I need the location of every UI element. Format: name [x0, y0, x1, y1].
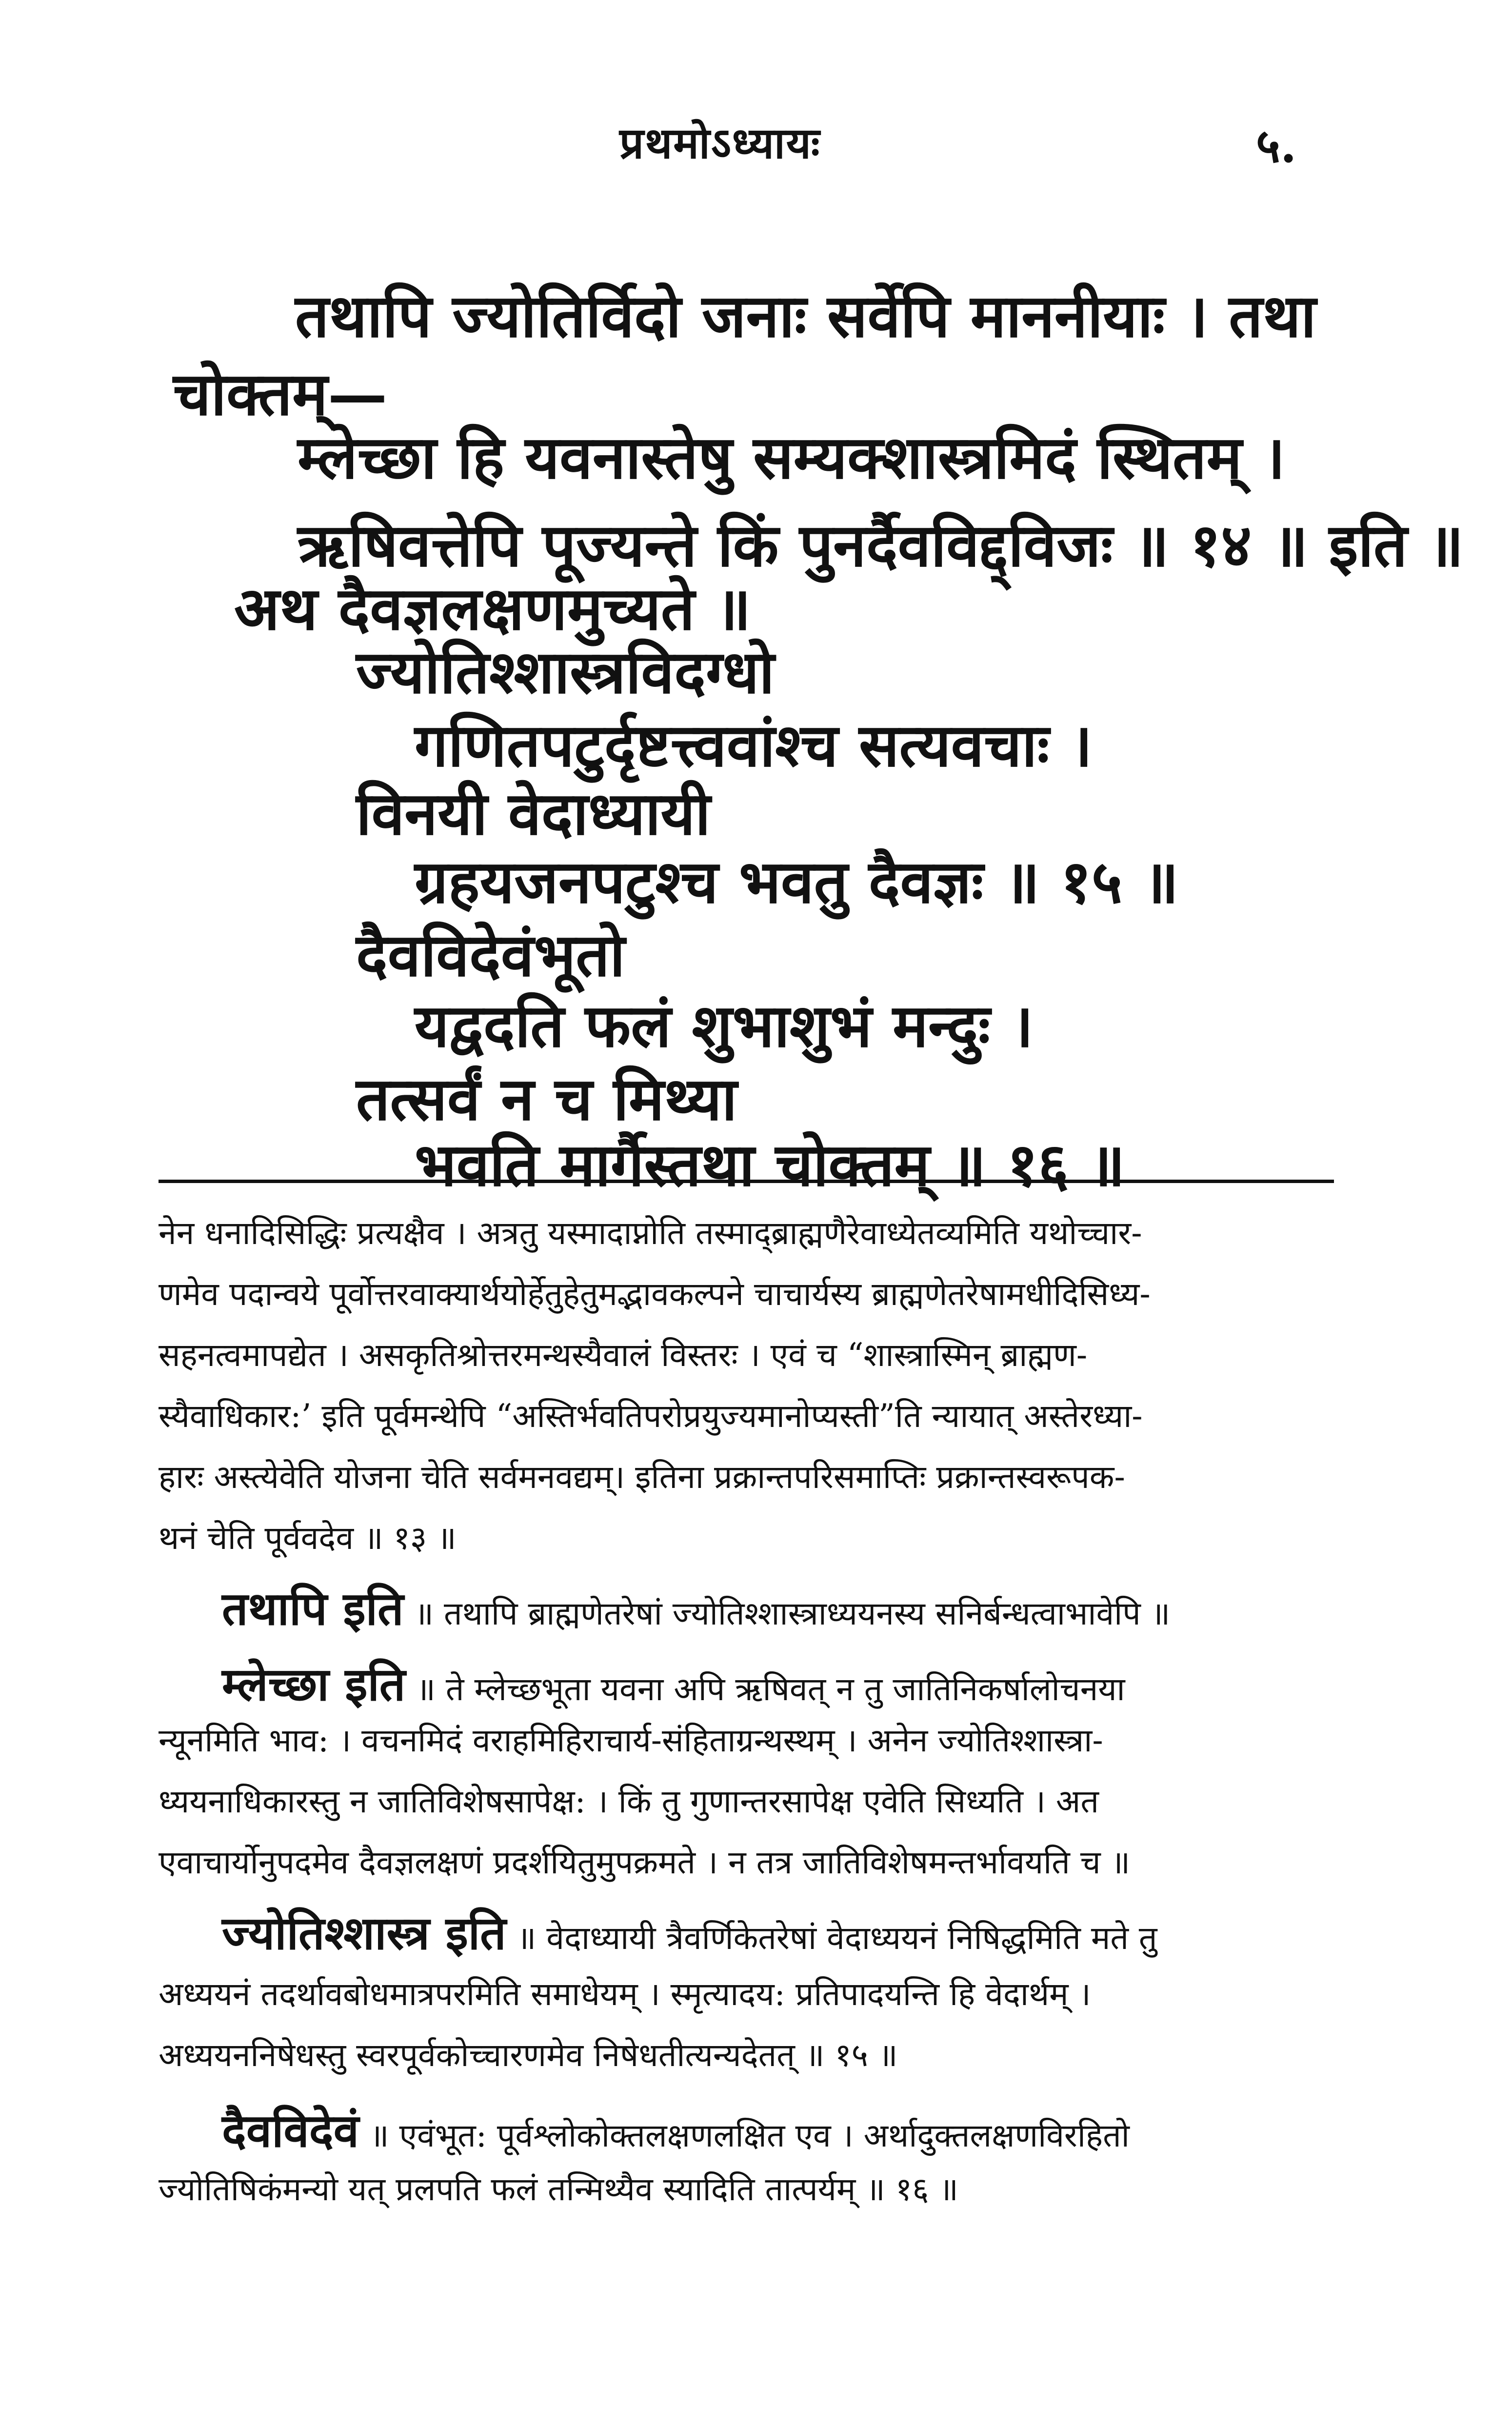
verse-line: गणितपटुर्दृष्टत्त्ववांश्च सत्यवचाः ।: [415, 710, 1093, 780]
commentary-line: [159, 1454, 1125, 1498]
commentary-text: सहनत्वमापद्येत । असकृतिश्रोत्तरमन्थस्यैवालं विस्तरः । एवं च “शास्त्रास्मिन् ब्राह्मण-: [159, 1336, 1088, 1374]
commentary-line: [159, 2166, 958, 2210]
commentary-line: [222, 2098, 1130, 2160]
commentary-text: ज्योतिषिकंमन्यो यत् प्रलपति फलं तन्मिथ्यैव स्यादिति तात्पर्यम् ॥ १६ ॥: [159, 2170, 958, 2208]
text-line: तथापि ज्योतिर्विदो जनाः सर्वेपि माननीयाः । तथा: [295, 281, 1316, 351]
commentary-lemma: तथापि इति: [222, 1582, 404, 1636]
commentary-line: [222, 1651, 1125, 1714]
commentary-text: ॥ ते म्लेच्छभूता यवना अपि ऋषिवत् न तु जातिनिकर्षालोचनया: [416, 1670, 1125, 1708]
commentary-line: [222, 1576, 1170, 1638]
commentary-text: ध्ययनाधिकारस्तु न जातिविशेषसापेक्ष: । किं तु गुणान्तरसापेक्ष एवेति सिध्यति । अत: [159, 1783, 1099, 1820]
commentary-line: [159, 1778, 1099, 1822]
page-header: [0, 112, 1512, 176]
verse-line: भवति मार्गैस्तथा चोक्तम् ॥ १६ ॥: [415, 1129, 1125, 1200]
commentary-line: [159, 1515, 457, 1559]
commentary-lemma: दैवविदेवं: [222, 2104, 359, 2158]
verse-line: म्लेच्छा हि यवनास्तेषु सम्यक्शास्त्रमिदं स्थितम् ।: [298, 422, 1286, 492]
commentary-text: न्यूनमिति भाव: । वचनमिदं वराहमिहिराचार्य-संहिताग्रन्थस्थम् । अनेन ज्योतिश्शास्त्रा-: [159, 1722, 1103, 1759]
page-number: ५.: [1256, 118, 1297, 173]
commentary-text: अध्ययनं तदर्थावबोधमात्रपरमिति समाधेयम् । स्मृत्यादय: प्रतिपादयन्ति हि वेदार्थम् ।: [159, 1975, 1091, 2013]
commentary-text: अध्ययननिषेधस्तु स्वरपूर्वकोच्चारणमेव निषेधतीत्यन्यदेतत् ॥ १५ ॥: [159, 2036, 898, 2074]
footnote-divider: [159, 1180, 1334, 1183]
commentary-line: [159, 1717, 1103, 1761]
commentary-text: स्यैवाधिकार:’ इति पूर्वमन्थेपि “अस्तिर्भवतिपरोप्रयुज्यमानोप्यस्ती”ति न्यायात् अस्तेरध्या-: [159, 1397, 1143, 1435]
commentary-lemma: ज्योतिश्शास्त्र इति: [222, 1907, 506, 1960]
verse-line: विनयी वेदाध्यायी: [356, 778, 711, 848]
commentary-text: हारः अस्त्येवेति योजना चेति सर्वमनवद्यम्। इतिना प्रक्रान्तपरिसमाप्तिः प्रक्रान्तस्वरूपक-: [159, 1458, 1125, 1496]
commentary-text: नेन धनादिसिद्धिः प्रत्यक्षैव । अत्रतु यस्मादाप्नोति तस्माद्ब्राह्मणैरेवाध्येतव्यमिति यथोच्चार-: [159, 1214, 1142, 1252]
commentary-text: एवाचार्योनुपदमेव दैवज्ञलक्षणं प्रदर्शयितुमुपक्रमते । न तत्र जातिविशेषमन्तर्भावयति च ॥: [159, 1844, 1131, 1881]
commentary-text: थनं चेति पूर्ववदेव ॥ १३ ॥: [159, 1519, 457, 1557]
commentary-line: [159, 1210, 1142, 1254]
verse-line: दैवविदेवंभूतो: [356, 920, 625, 990]
running-head: प्रथमोऽध्यायः: [619, 118, 821, 168]
commentary-line: [159, 1393, 1143, 1437]
commentary-text: ॥ एवंभूत: पूर्वश्लोकोक्तलक्षणलक्षित एव । अर्थादुक्तलक्षणविरहितो: [369, 2117, 1130, 2154]
commentary-text: ॥ वेदाध्यायी त्रैवर्णिकेतरेषां वेदाध्ययनं निषिद्धमिति मते तु: [517, 1919, 1157, 1957]
commentary-line: [159, 1271, 1151, 1315]
commentary-line: [159, 1971, 1091, 2015]
verse-line: यद्वदति फलं शुभाशुभं मन्दुः ।: [415, 990, 1034, 1061]
commentary-line: [159, 1332, 1087, 1376]
commentary-text: णमेव पदान्वये पूर्वोत्तरवाक्यार्थयोर्हेतुहेतुमद्भावकल्पने चाचार्यस्य ब्राह्मणेतरेषामधीदिसिध्य-: [159, 1275, 1151, 1313]
verse-line: तत्सर्वं न च मिथ्या: [356, 1064, 737, 1134]
text-line: चोक्तम्—: [173, 359, 387, 429]
section-heading: अथ दैवज्ञलक्षणमुच्यते ॥: [234, 573, 751, 643]
commentary-line: [159, 2032, 898, 2076]
commentary-lemma: म्लेच्छा इति: [222, 1658, 406, 1711]
verse-line: ऋषिवत्तेपि पूज्यन्ते किं पुनर्दैवविद्द्विजः ॥ १४ ॥ इति ॥: [298, 510, 1464, 580]
commentary-line: [159, 1839, 1130, 1883]
verse-line: ज्योतिश्शास्त्रविदग्धो: [356, 637, 775, 707]
verse-line: ग्रहयजनपटुश्च भवतु दैवज्ञः ॥ १५ ॥: [415, 846, 1179, 917]
commentary-text: ॥ तथापि ब्राह्मणेतरेषां ज्योतिश्शास्त्राध्ययनस्य सनिर्बन्धत्वाभावेपि ॥: [414, 1595, 1171, 1632]
commentary-line: [222, 1900, 1157, 1963]
